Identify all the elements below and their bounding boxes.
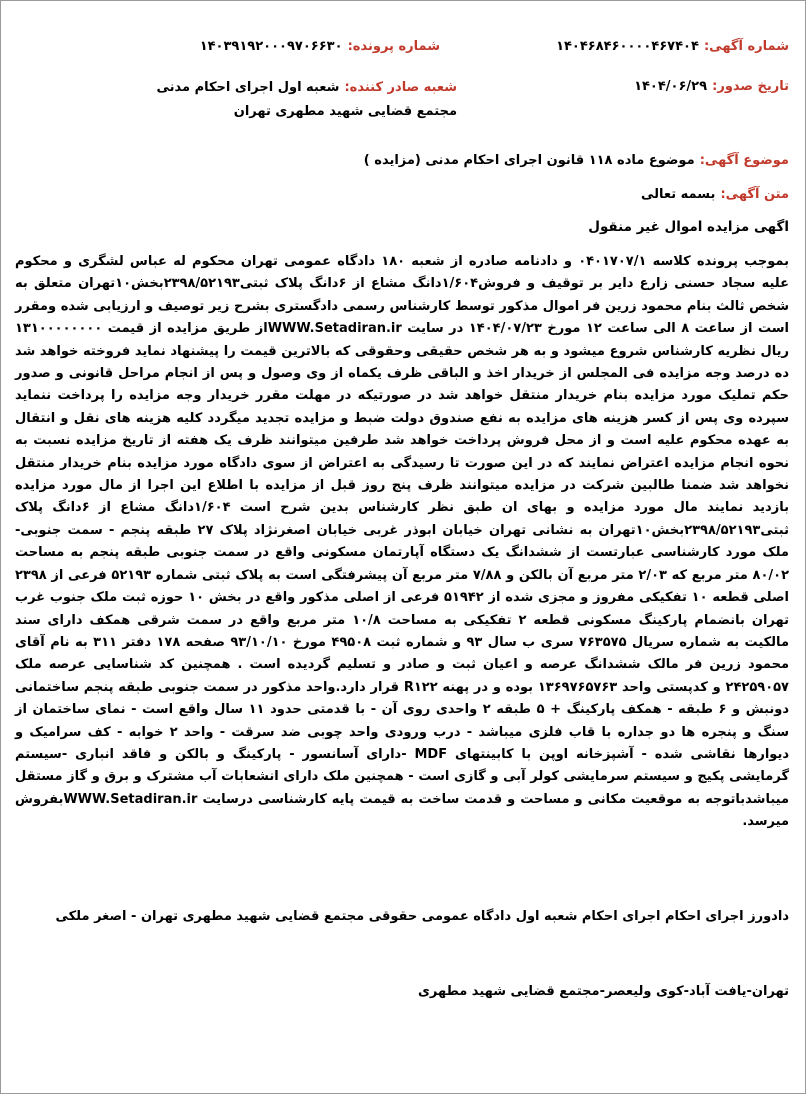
issue-date-label: تاریخ صدور: — [712, 79, 789, 94]
issue-date — [634, 75, 789, 94]
ad-number — [556, 35, 789, 54]
subject — [364, 149, 789, 168]
ad-text-value: بسمه تعالی — [641, 187, 716, 202]
issuer — [117, 75, 457, 123]
ad-text — [641, 183, 789, 202]
issue-date-value: ۱۴۰۴/۰۶/۲۹ — [634, 79, 708, 94]
case-number-value: ۱۴۰۳۹۱۹۲۰۰۰۹۷۰۶۶۳۰ — [199, 39, 343, 54]
subject-label: موضوع آگهی: — [699, 153, 789, 168]
subject-value: موضوع ماده ۱۱۸ قانون اجرای احکام مدنی (مزایده ) — [363, 153, 695, 168]
ad-number-value: ۱۴۰۴۶۸۴۶۰۰۰۰۴۶۷۴۰۴ — [556, 39, 699, 54]
issuer-value: شعبه اول اجرای احکام مدنی مجتمع قضایی شهید مطهری تهران — [156, 80, 457, 119]
notice-body — [15, 251, 789, 834]
address: تهران-یافت آباد-کوی ولیعصر-مجتمع قضایی شهید مطهری — [417, 984, 789, 999]
ad-number-label: شماره آگهی: — [703, 39, 789, 54]
notice-title: اگهی مزایده اموال غیر منقول — [588, 219, 789, 235]
issuer-label: شعبه صادر کننده: — [344, 80, 457, 95]
notice-body-text: بموجب پرونده کلاسه ۰۴۰۱۷۰۷/۱ و دادنامه صادره از شعبه ۱۸۰ دادگاه عمومی تهران محکوم له عباس لشگری و محکوم علیه سجاد حسنی زارع دایر بر توقیف و فروش۱/۶۰۴دانگ مشاع از ۶دانگ پلاک ثبتی۲۳۹۸/۵۲۱۹۳بخش۱۰تهران متعلق به شخص ثالث بنام محمود زرین فر اموال مذکور توسط کارشناس رسمی دادگستری بشرح زیر توصیف و ارزیابی شده ومقرر است از ساعت ۸ الی ساعت ۱۲ مورخ ۱۴۰۴/۰۷/۲۳ در سایت WWW.Setadiran.irاز طریق مزایده از قیمت ۱۳۱۰۰۰۰۰۰۰۰ ریال نظریه کارشناس شروع میشود و به هر شخص حقیقی وحقوقی که بالاترین قیمت را پیشنهاد نماید فروخته خواهد شد ده درصد وجه مزایده فی المجلس از خریدار اخذ و الباقی ظرف یکماه از وی وصول و پس از انجام مراحل قانونی و صدور حکم تملیک مورد مزایده بنام خریدار منتقل خواهد شد در صورتیکه در مهلت مقرر خریدار وجه مزایده را پرداخت ننماید سپرده وی پس از کسر هزینه های مزایده به نفع صندوق دولت ضبط و مزایده تجدید میگردد کلیه هزینه های نقل و انتقال به عهده محکوم علیه است و از محل فروش پرداخت خواهد شد طرفین میتوانند ظرف یک هفته از تاریخ مزایده نسبت به نحوه انجام مزایده اعتراض نمایند که در این صورت تا رسیدگی به اعتراض از سوی دادگاه مورد مزایده بنام خریدار منتقل نخواهد شد ضمنا طالبین شرکت در مزایده میتوانند ظرف پنج روز قبل از مزایده با اطلاع این اجرا از مال مورد مزایده بازدید نمایند مال مورد مزایده و بهای ان طبق نظر کارشناس بدین شرح است ۱/۶۰۴دانگ مشاع از ۶دانگ پلاک ثبتی۲۳۹۸/۵۲۱۹۳بخش۱۰تهران به نشانی تهران خیابان ابوذر غربی خیابان اصغرنژاد پلاک ۲۷ طبقه پنجم - سمت جنوبی-ملک مورد کارشناسی عبارتست از ششدانگ یک دستگاه آپارتمان مسکونی واقع در سمت جنوبی طبقه پنجم به مساحت ۸۰/۰۲ متر مربع که ۲/۰۳ متر مربع آن بالکن و ۷/۸۸ متر مربع آن پیشرفتگی است به پلاک ثبتی شماره ۵۲۱۹۳ فرعی از ۲۳۹۸ اصلی قطعه ۱۰ تفکیکی مفروز و مجزی شده از ۵۱۹۴۲ فرعی از اصلی مذکور واقع در بخش ۱۰ حوزه ثبت ملک جنوب غرب تهران بانضمام پارکینگ مسکونی قطعه ۲ تفکیکی به مساحت ۱۰/۸ متر مربع واقع در سمت شرقی همکف دارای سند مالکیت به شماره سریال ۷۶۳۵۷۵ سری ب سال ۹۳ و شماره ثبت ۴۹۵۰۸ مورخ ۹۳/۱۰/۱۰ صفحه ۱۷۸ دفتر ۳۱۱ به نام آقای محمود زرین فر مالک ششدانگ عرصه و اعیان ثبت و صادر و تسلیم گردیده است . همچنین کد شناسایی عرصه ملک ۲۴۲۵۹۰۵۷ و کدپستی واحد ۱۳۶۹۷۶۵۷۶۳ بوده و در پهنه R۱۲۲ قرار دارد.واحد مذکور در سمت جنوبی طبقه پنجم ساختمانی دونبش و ۶ طبقه - همکف پارکینگ + ۵ طبقه ۲ واحدی روی آن - با قدمتی حدود ۱۱ سال واقع است - نمای ساختمان از سنگ و پنجره ها دو جداره با قاب فلزی میباشد - درب ورودی واحد چوبی ضد سرقت - واحد ۲ خوابه - کف سرامیک و دیوارها نقاشی شده - آشپزخانه اوپن با کابینتهای MDF -دارای آسانسور - پارکینگ و بالکن و فاقد انباری -سیستم گرمایشی پکیج و سیستم سرمایشی کولر آبی و گازی است - همچنین ملک دارای انشعابات آب مشترک و برق و گاز مستقل میباشدباتوجه به موقعیت مکانی و مساحت و قدمت ساخت به قیمت پایه کارشناسی درسایت WWW.Setadiran.irبفروش میرسد. — [15, 254, 790, 830]
ad-text-label: متن آگهی: — [720, 187, 789, 202]
case-number-label: شماره پرونده: — [347, 39, 440, 54]
signature: دادورز اجرای احکام اجرای احکام شعبه اول دادگاه عمومی حقوقی مجتمع قضایی شهید مطهری تهران - اصغر ملکی — [55, 909, 789, 924]
case-number — [200, 35, 440, 54]
